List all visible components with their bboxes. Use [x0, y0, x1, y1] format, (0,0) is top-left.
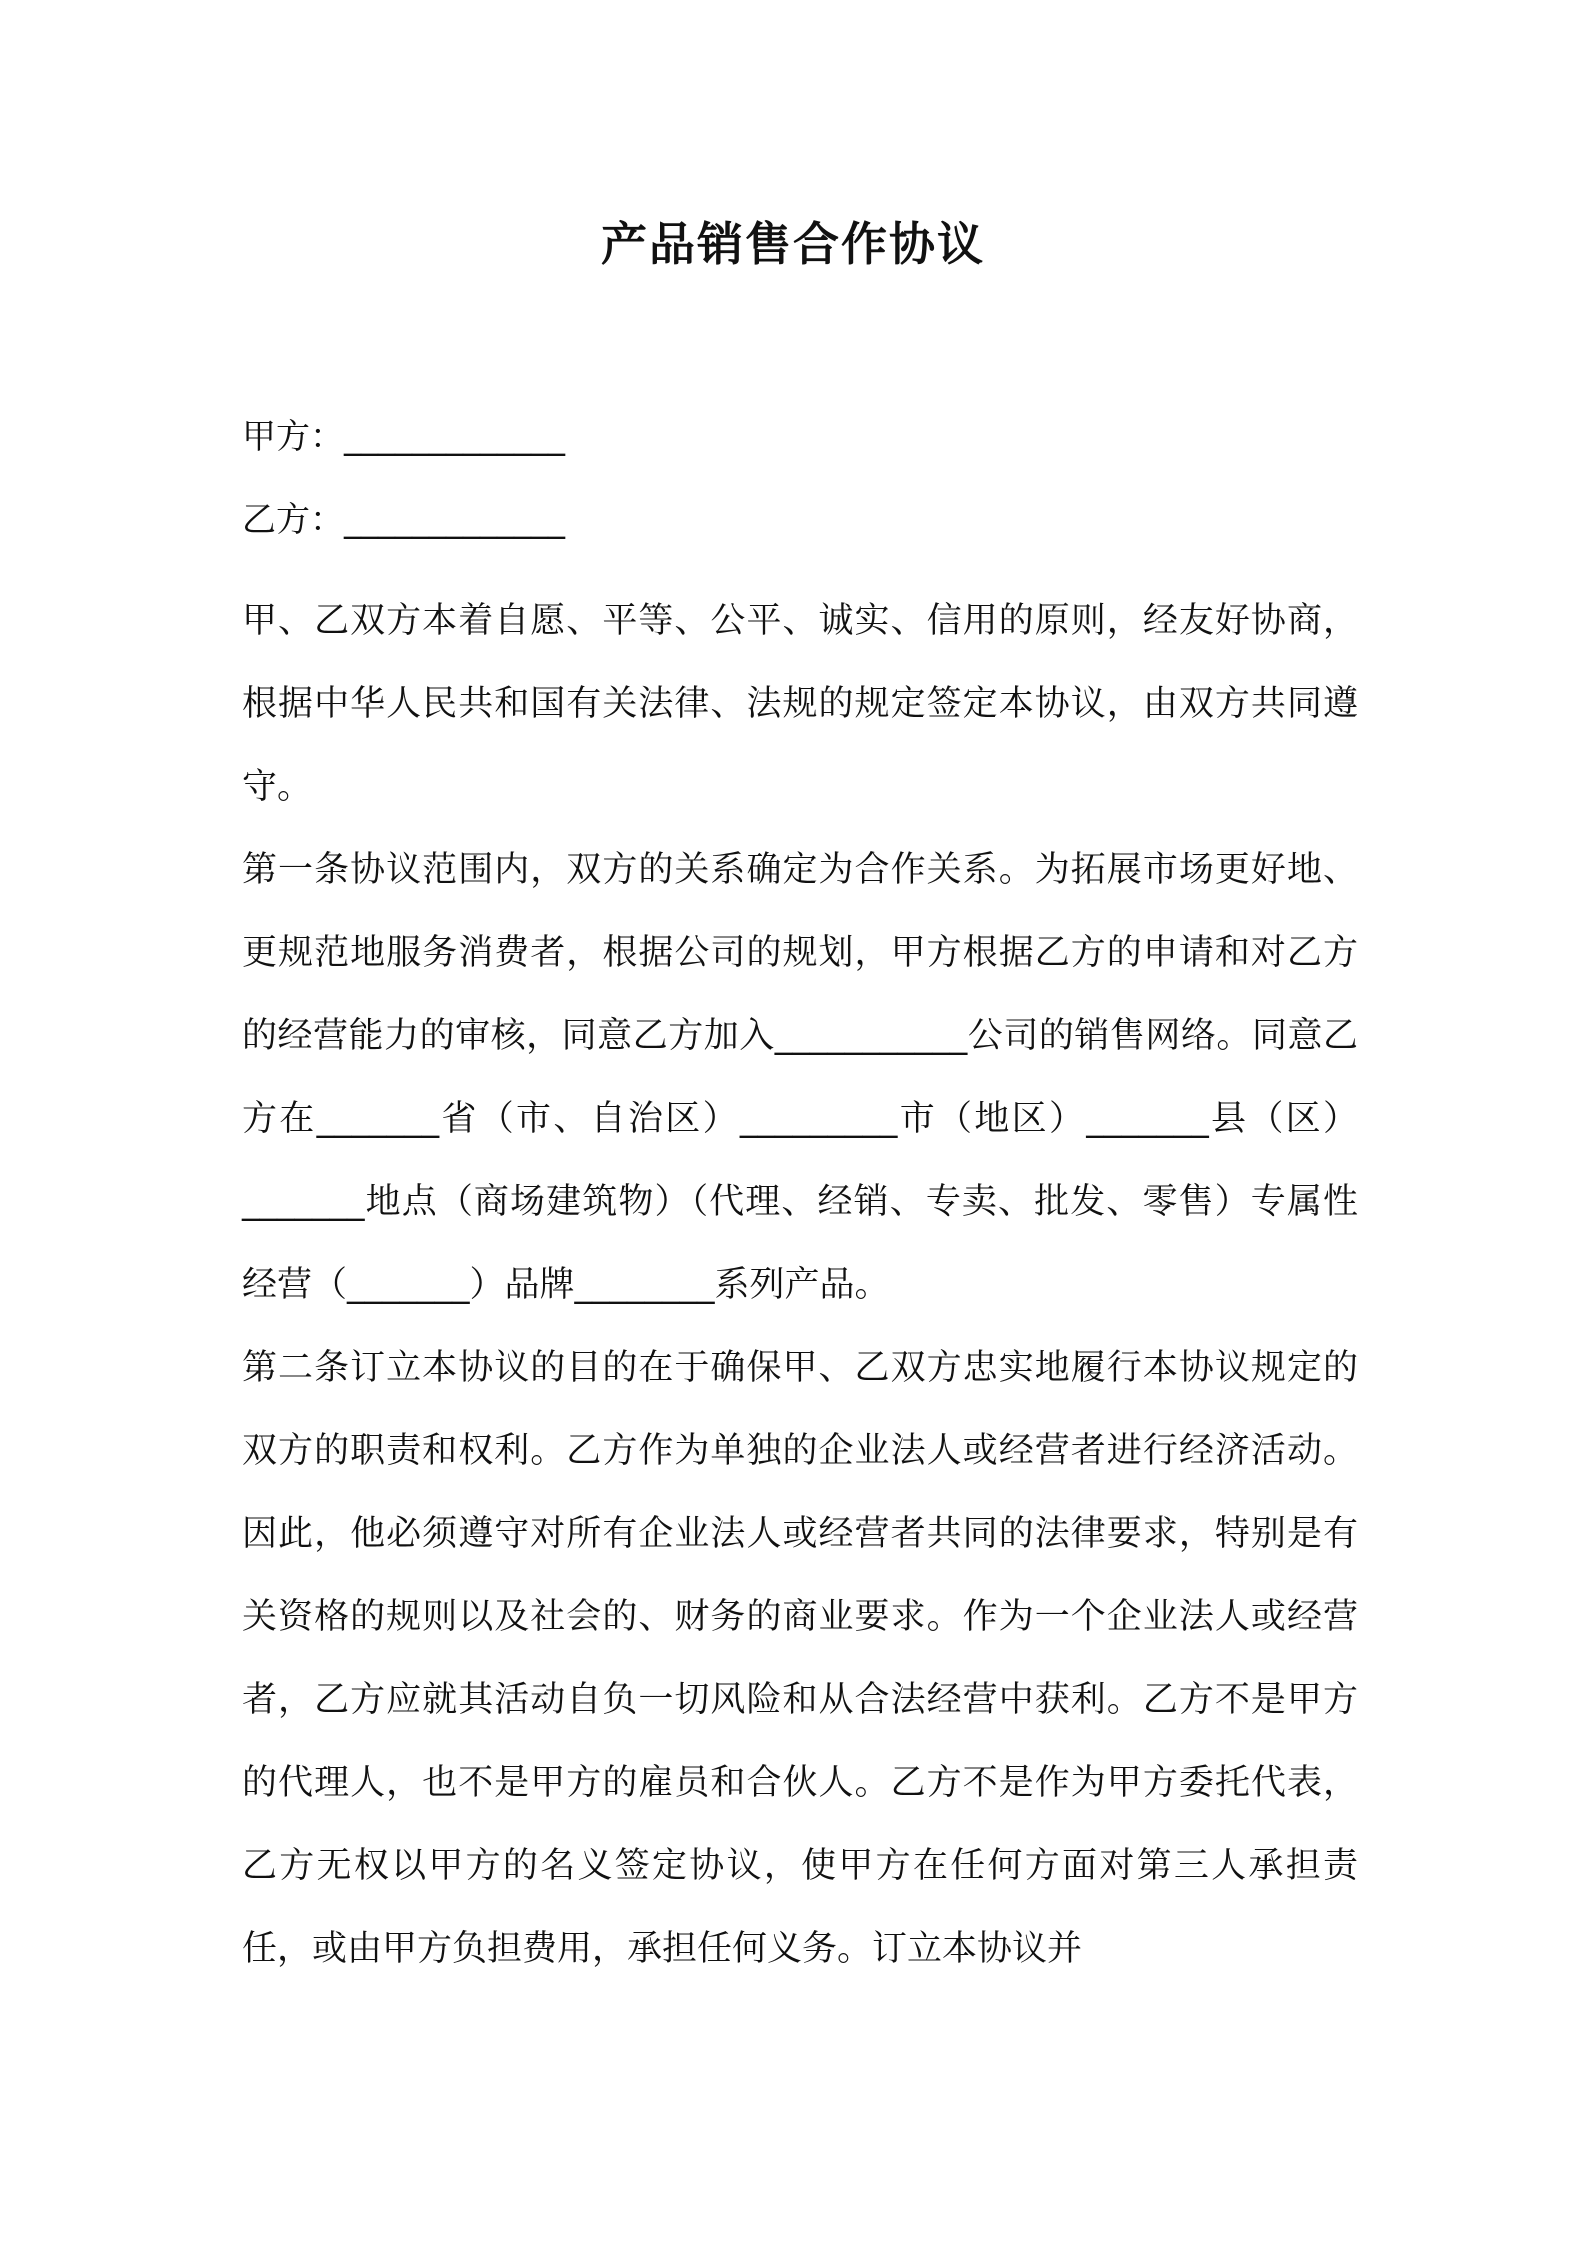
- document-title: 产品销售合作协议: [601, 217, 985, 271]
- document-body: [242, 580, 1358, 1991]
- party-a-line: 甲方：_____________: [242, 417, 565, 457]
- article-1-paragraph: 第一条协议范围内，双方的关系确定为合作关系。为拓展市场更好地、更规范地服务消费者，根据公司的规划，甲方根据乙方的申请和对乙方的经营能力的审核，同意乙方加入___________公司的销售网络。同意乙方在_______省（市、自治区）_________市（地区）_______县（区）_______地点（商场建筑物）（代理、经销、专卖、批发、零售）专属性经营（_______）品牌________系列产品。: [242, 850, 1358, 1305]
- party-b-line: 乙方：_____________: [242, 500, 565, 540]
- preamble-paragraph: 甲、乙双方本着自愿、平等、公平、诚实、信用的原则，经友好协商，根据中华人民共和国有关法律、法规的规定签定本协议，由双方共同遵守。: [242, 601, 1358, 807]
- article-2-paragraph: 第二条订立本协议的目的在于确保甲、乙双方忠实地履行本协议规定的双方的职责和权利。乙方作为单独的企业法人或经营者进行经济活动。因此，他必须遵守对所有企业法人或经营者共同的法律要求，特别是有关资格的规则以及社会的、财务的商业要求。作为一个企业法人或经营者，乙方应就其活动自负一切风险和从合法经营中获利。乙方不是甲方的代理人，也不是甲方的雇员和合伙人。乙方不是作为甲方委托代表，乙方无权以甲方的名义签定协议，使甲方在任何方面对第三人承担责任，或由甲方负担费用，承担任何义务。订立本协议并: [242, 1348, 1358, 1969]
